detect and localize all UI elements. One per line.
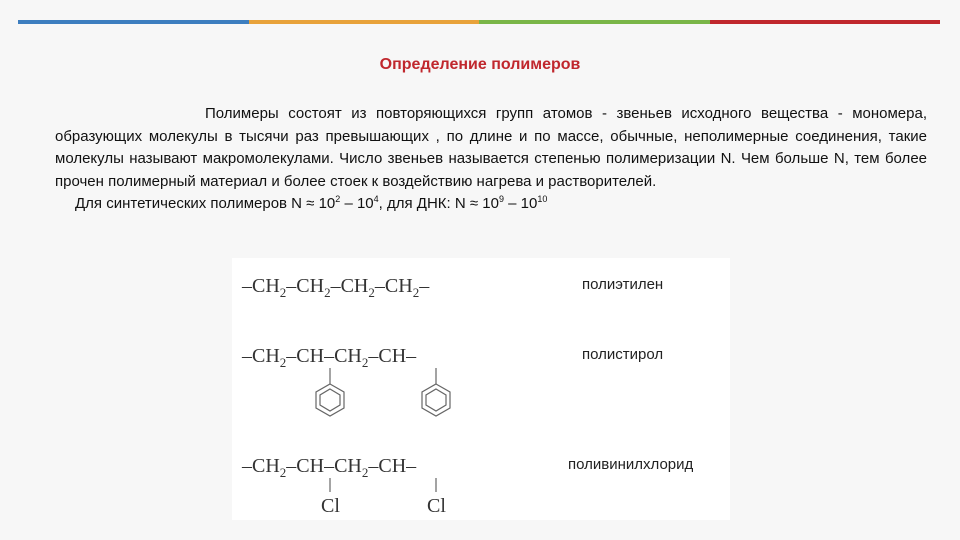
formula-polyethylene [241, 275, 430, 300]
svg-text:–CH2–CH–CH2–CH–: $-CH_2-CH-CH_2-CH-$ [242, 345, 417, 370]
top-color-bar [18, 20, 940, 24]
degree-text-4: – 10 [503, 195, 538, 212]
formulas-svg [232, 258, 730, 520]
chlorine-label: Cl [427, 495, 446, 517]
label-polystyrene: полистирол [582, 346, 664, 363]
label-polyethylene: полиэтилен [582, 276, 664, 293]
degree-text-1: Для синтетических полимеров N ≈ 10 [75, 195, 336, 212]
bond-lines [330, 478, 436, 492]
formula-pvc [241, 455, 446, 517]
degree-text-2: – 10 [340, 195, 374, 212]
degree-text-3: , для ДНК: N ≈ 10 [378, 195, 499, 212]
label-pvc: поливинилхлорид [568, 456, 694, 473]
formula-polystyrene [241, 345, 450, 416]
chlorine-label: Cl [321, 495, 340, 517]
exponent: 10 [537, 194, 548, 204]
svg-text:–CH2–CH–CH2–CH–: $-CH_2-CH-CH_2-CH-$ [242, 455, 417, 480]
polymer-formulas-panel [232, 258, 730, 520]
topbar-segment-blue [18, 20, 249, 24]
benzene-ring-icon [422, 368, 450, 416]
topbar-segment-green [479, 20, 710, 24]
paragraph-definition: Полимеры состоят из повторяющихся групп атомов - звеньев исходного вещества - мономера, образующих молекулы в тысячи раз превышающих , по длине и по массе, обычные, неполимерные соединения, такие молекулы называют макромолекулами. Число звеньев называется степенью полимеризации N. Чем больше N, тем более прочен полимерный материал и более стоек к воздействию нагрева и растворителей. [55, 105, 927, 190]
exponent: 4 [373, 194, 379, 204]
body-text [55, 103, 927, 216]
svg-text:–CH2–CH2–CH2–CH2–: $-CH_2-CH_2-CH_2-CH_2-$ [242, 275, 430, 300]
paragraph-degree [55, 193, 927, 216]
slide-title: Определение полимеров [379, 56, 581, 73]
topbar-segment-red [710, 20, 941, 24]
benzene-ring-icon [316, 368, 344, 416]
exponent: 2 [335, 194, 341, 204]
exponent: 9 [498, 194, 504, 204]
topbar-segment-orange [249, 20, 480, 24]
